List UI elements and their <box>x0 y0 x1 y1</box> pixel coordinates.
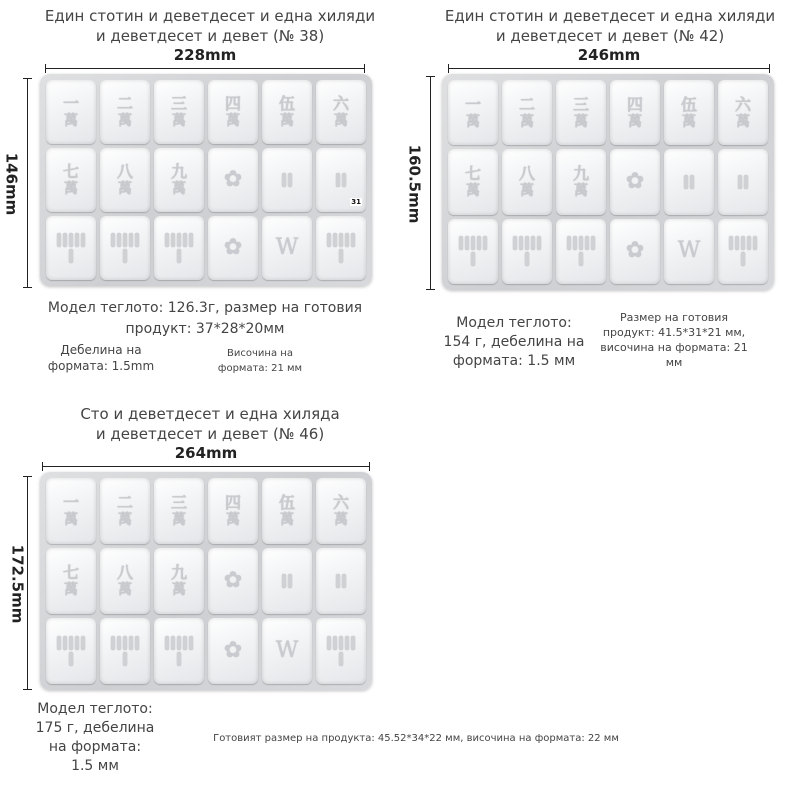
tile-bottom-char: 萬 <box>118 181 132 197</box>
tile-character <box>316 478 366 544</box>
tile-bottom-char: 萬 <box>334 512 348 528</box>
mold-42-size-text: Размер на готовия продукт: 41.5*31*21 мм, височина на формата: 21 мм <box>600 311 748 369</box>
tile-sticks <box>316 216 366 280</box>
tile-bottom-char: 萬 <box>736 113 750 130</box>
tile-sticks <box>154 216 204 280</box>
mold-38-width-line <box>45 68 365 69</box>
tile-character <box>154 148 204 212</box>
bamboo-sticks-icon <box>163 635 195 667</box>
tile-top-char: 四 <box>224 493 241 512</box>
mold-42-weight-text: Модел теглото: 154 г, дебелина на формата: 1.5 мм <box>443 315 585 369</box>
tile-character <box>502 149 552 214</box>
mold-46-size-text: Готовият размер на продукта: 45.52*34*22 мм, височина на формата: 22 мм <box>213 733 619 744</box>
tile-bottom-char: 萬 <box>226 512 240 528</box>
tile-character <box>556 149 606 214</box>
tile-sticks <box>556 219 606 284</box>
tile-bottom-char: 萬 <box>226 113 240 129</box>
tile-sticks <box>718 149 768 214</box>
tile-top-char: 伍 <box>278 493 295 512</box>
tile-top-char: 七 <box>62 162 79 181</box>
tile-number-badge: 31 <box>351 198 361 206</box>
tile-sticks <box>262 548 312 614</box>
mold-46-height-label: 172.5mm <box>8 544 27 624</box>
bamboo-sticks-icon <box>325 232 357 264</box>
tile-top-char: 四 <box>224 94 241 113</box>
tile-flower <box>208 216 258 280</box>
bamboo-sticks-icon <box>727 174 759 190</box>
tile-character <box>100 148 150 212</box>
w-glyph: W <box>275 235 299 260</box>
tile-top-char: 九 <box>572 163 589 183</box>
w-glyph: W <box>275 638 299 663</box>
tile-sticks <box>316 548 366 614</box>
tile-w <box>664 219 714 284</box>
tile-bottom-char: 萬 <box>280 113 294 129</box>
tile-top-char: 一 <box>464 94 481 114</box>
bamboo-sticks-icon <box>109 232 141 264</box>
tile-top-char: 伍 <box>680 94 697 114</box>
tile-character <box>262 478 312 544</box>
tile-character <box>316 80 366 144</box>
mold-46-width-line <box>42 466 370 467</box>
mold-38-title: Един стотин и деветдесет и една хиляди и деветдесет и девет (№ 38) <box>44 7 376 45</box>
bamboo-sticks-icon <box>55 635 87 667</box>
bamboo-sticks-icon <box>271 573 303 589</box>
tile-bottom-char: 萬 <box>628 113 642 130</box>
mold-42-title: Един стотин и деветдесет и една хиляди и деветдесет и девет (№ 42) <box>444 7 776 45</box>
bamboo-sticks-icon <box>109 635 141 667</box>
bamboo-sticks-icon <box>55 232 87 264</box>
tile-character <box>610 80 660 145</box>
tile-top-char: 七 <box>464 163 481 183</box>
mold-42-width-line <box>448 68 770 69</box>
tile-character <box>664 80 714 145</box>
tile-top-char: 六 <box>734 94 751 114</box>
tile-character <box>208 80 258 144</box>
tile-bottom-char: 萬 <box>172 113 186 129</box>
mold-42 <box>442 74 774 290</box>
tile-sticks <box>448 219 498 284</box>
mold-38 <box>40 74 372 286</box>
mold-38-thickness-text: Дебелина на формата: 1.5mm <box>47 343 155 373</box>
tile-flower <box>208 618 258 684</box>
tile-sticks <box>316 148 366 212</box>
tile-top-char: 一 <box>62 94 79 113</box>
tile-w <box>262 216 312 280</box>
tile-character <box>100 548 150 614</box>
tile-sticks <box>100 618 150 684</box>
bamboo-sticks-icon <box>565 235 597 267</box>
tile-sticks <box>46 216 96 280</box>
tile-sticks <box>262 148 312 212</box>
tile-bottom-char: 萬 <box>64 512 78 528</box>
mold-46-weight-text: Модел теглото: 175 г, дебелина на формата: 1.5 мм <box>35 701 155 774</box>
tile-w <box>262 618 312 684</box>
mold-46-height-line <box>27 476 28 690</box>
tile-bottom-char: 萬 <box>574 182 588 199</box>
bamboo-sticks-icon <box>325 172 357 188</box>
mold-38-width-label: 228mm <box>173 46 237 64</box>
tile-flower <box>208 148 258 212</box>
flower-icon: ✿ <box>223 568 243 593</box>
tile-top-char: 六 <box>332 493 349 512</box>
mold-46-width-label: 264mm <box>174 444 238 462</box>
bamboo-sticks-icon <box>325 635 357 667</box>
tile-bottom-char: 萬 <box>64 582 78 598</box>
tile-top-char: 三 <box>572 94 589 114</box>
tile-bottom-char: 萬 <box>172 582 186 598</box>
tile-sticks <box>100 216 150 280</box>
mold-46 <box>40 472 372 690</box>
bamboo-sticks-icon <box>271 172 303 188</box>
tile-sticks <box>316 618 366 684</box>
tile-bottom-char: 萬 <box>520 182 534 199</box>
mold-38-height-label: 146mm <box>2 152 21 216</box>
tile-character <box>154 478 204 544</box>
tile-character <box>262 80 312 144</box>
tile-bottom-char: 萬 <box>466 182 480 199</box>
bamboo-sticks-icon <box>325 573 357 589</box>
bamboo-sticks-icon <box>673 174 705 190</box>
tile-top-char: 四 <box>626 94 643 114</box>
tile-character <box>556 80 606 145</box>
tile-character <box>100 478 150 544</box>
tile-sticks <box>46 618 96 684</box>
tile-bottom-char: 萬 <box>118 582 132 598</box>
flower-icon: ✿ <box>223 638 243 663</box>
tile-bottom-char: 萬 <box>334 113 348 129</box>
tile-character <box>448 149 498 214</box>
bamboo-sticks-icon <box>163 232 195 264</box>
tile-character <box>448 80 498 145</box>
tile-bottom-char: 萬 <box>172 512 186 528</box>
tile-flower <box>610 219 660 284</box>
tile-top-char: 八 <box>518 163 535 183</box>
tile-bottom-char: 萬 <box>118 512 132 528</box>
tile-sticks <box>718 219 768 284</box>
tile-flower <box>208 548 258 614</box>
mold-38-weight-text: Модел теглото: 126.3г, размер на готовия продукт: 37*28*20мм <box>47 300 363 337</box>
tile-sticks <box>502 219 552 284</box>
tile-character <box>46 80 96 144</box>
tile-top-char: 七 <box>62 563 79 582</box>
tile-bottom-char: 萬 <box>682 113 696 130</box>
tile-bottom-char: 萬 <box>574 113 588 130</box>
tile-bottom-char: 萬 <box>118 113 132 129</box>
tile-character <box>100 80 150 144</box>
tile-character <box>154 548 204 614</box>
flower-icon: ✿ <box>223 167 243 192</box>
mold-42-width-label: 246mm <box>577 46 641 64</box>
tile-character <box>46 548 96 614</box>
mold-46-title: Сто и деветдесет и една хиляда и деветдесет и девет (№ 46) <box>80 405 340 443</box>
flower-icon: ✿ <box>625 168 645 194</box>
tile-bottom-char: 萬 <box>172 181 186 197</box>
bamboo-sticks-icon <box>511 235 543 267</box>
tile-character <box>208 478 258 544</box>
tile-top-char: 三 <box>170 493 187 512</box>
tile-top-char: 三 <box>170 94 187 113</box>
flower-icon: ✿ <box>223 235 243 260</box>
tile-character <box>46 478 96 544</box>
tile-sticks <box>664 149 714 214</box>
tile-bottom-char: 萬 <box>280 512 294 528</box>
tile-top-char: 一 <box>62 493 79 512</box>
tile-top-char: 八 <box>116 563 133 582</box>
mold-38-height-text: Височина на формата: 21 мм <box>217 348 303 374</box>
tile-flower <box>610 149 660 214</box>
bamboo-sticks-icon <box>457 235 489 267</box>
tile-top-char: 九 <box>170 563 187 582</box>
mold-42-height-line <box>430 76 431 290</box>
tile-bottom-char: 萬 <box>64 181 78 197</box>
tile-bottom-char: 萬 <box>520 113 534 130</box>
tile-character <box>718 80 768 145</box>
tile-bottom-char: 萬 <box>466 113 480 130</box>
tile-top-char: 二 <box>116 493 133 512</box>
bamboo-sticks-icon <box>727 235 759 267</box>
tile-bottom-char: 萬 <box>64 113 78 129</box>
tile-top-char: 二 <box>518 94 535 114</box>
tile-top-char: 伍 <box>278 94 295 113</box>
tile-character <box>46 148 96 212</box>
tile-top-char: 六 <box>332 94 349 113</box>
w-glyph: W <box>677 238 701 264</box>
tile-character <box>154 80 204 144</box>
tile-sticks <box>154 618 204 684</box>
tile-top-char: 八 <box>116 162 133 181</box>
mold-38-height-line <box>27 78 28 288</box>
tile-top-char: 二 <box>116 94 133 113</box>
mold-42-height-label: 160.5mm <box>405 144 424 224</box>
flower-icon: ✿ <box>625 238 645 264</box>
tile-top-char: 九 <box>170 162 187 181</box>
tile-character <box>502 80 552 145</box>
